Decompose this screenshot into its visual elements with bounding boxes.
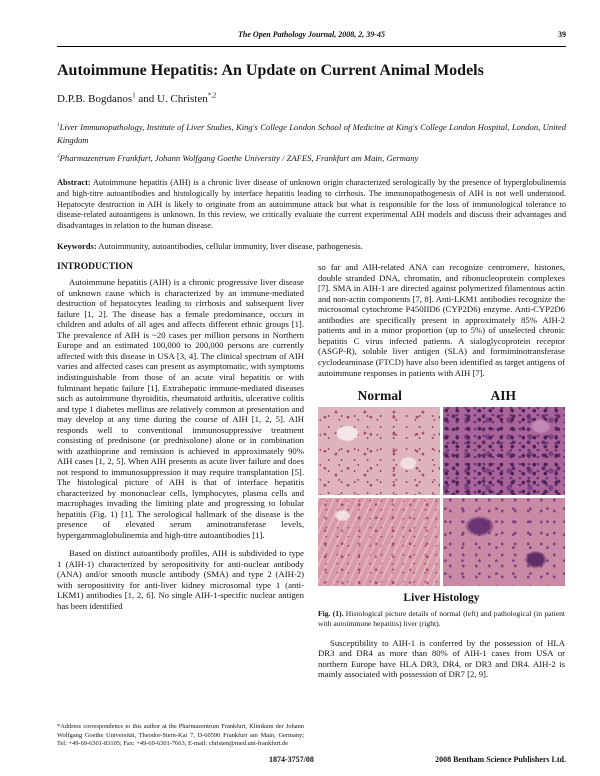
histology-image-aih-bottom	[443, 498, 565, 586]
page-number: 39	[558, 30, 566, 39]
two-column-body	[57, 262, 566, 749]
paragraph: Based on distinct autoantibody profiles, AIH is subdivided to type 1 (AIH-1) characterized by seropositivity for anti-nuclear antibody (ANA) and/or smooth muscle antibody (SMA) and type 2 (AIH-2) with seropositivity for anti-liver kidney microsomal type 1 (anti-LKM1) antibodies [1, 2, 6]. No single AIH-1-specific nuclear antigen has been identified	[57, 548, 304, 611]
page-footer	[57, 749, 566, 764]
abstract-label: Abstract:	[57, 177, 91, 187]
keywords-text: Autoimmunity, autoantibodies, cellular immunity, liver disease, pathogenesis.	[98, 241, 363, 252]
article-title: Autoimmune Hepatitis: An Update on Current Animal Models	[57, 62, 484, 79]
affiliation-1	[57, 121, 566, 147]
author-2: U. Christen	[156, 93, 208, 105]
figure-caption-text: Histological picture details of normal (left) and pathological (in patient with autoimmune hepatitis) liver (right).	[318, 609, 565, 628]
issn: 1874-3757/08	[269, 755, 314, 764]
affiliation-1-mark: 1	[57, 122, 60, 129]
right-column	[318, 262, 565, 749]
figure-header-aih: AIH	[490, 388, 516, 404]
paragraph: Susceptibility to AIH-1 is conferred by the possession of HLA DR3 and DR4 as more than 80% of AIH-1 cases from USA or northern Europe have HLA DR3, DR4, or DR3 and DR4. AIH-2 is mainly associated with possession of DR7 [2, 9].	[318, 637, 565, 680]
affiliation-1-text: Liver Immunopathology, Institute of Liver Studies, King's College London School of Medicine at King's College London Hospital, London, United Kingdom	[57, 122, 566, 145]
author-1-affiliation-mark: 1	[132, 92, 136, 100]
abstract-text: Autoimmune hepatitis (AIH) is a chronic liver disease of unknown origin characterized serologically by the presence of hyperglobulinemia and high-titre autoantibodies and histologically by interface hepatitis leading to cirrhosis. The immunopathogenesis of AIH is not well understood. Hepatocyte destruction in AIH is likely to originate from an autoimmune attack but what is responsible for the loss of immunological tolerance to disease-related autoantigens is unknown. In this review, we critically evaluate the current experimental AIH models and discuss their advantages and disadvantages in relation to the human disease.	[57, 177, 566, 231]
correspondence-footnote: *Address correspondence to this author at the Pharmazentrum Frankfurt, Klinikum der Johann Wolfgang Goethe Universität, Theodor-Stern-Kai 7, D-60590 Frankfurt am Main, Germany; Tel: +49-69-6301-83105; Fax: +49-69-6301-7663; E-mail: christen@med.uni-frankfurt.de	[57, 723, 304, 748]
authors-connector: and	[135, 93, 157, 105]
keywords-label: Keywords:	[57, 241, 97, 252]
affiliations	[57, 121, 566, 170]
histology-image-normal-bottom	[318, 498, 440, 586]
affiliation-2-text: Pharmazentrum Frankfurt, Johann Wolfgang Goethe University / ZAFES, Frankfurt am Main, Germany	[59, 152, 419, 163]
histology-image-grid	[318, 407, 565, 586]
figure-1	[318, 388, 565, 636]
figure-header-normal: Normal	[357, 388, 402, 404]
abstract	[57, 178, 566, 233]
paragraph: so far and AIH-related ANA can recognize centromere, histones, double stranded DNA, chromatin, and ribonucleoprotein complexes [7]. SMA in AIH-1 are directed against polymerized filamentous actin and non-actin components [7, 8]. Anti-LKM1 antibodies recognize the microsomal cytochrome P450IID6 (CYP2D6) enzyme. Anti-CYP2D6 antibodies are specifically present in approximately 85% AIH-2 patients and in a minor proportion (up to 5%) of unselected chronic hepatitis C virus infected patients. A sialoglycoprotein receptor (ASGP-R), soluble liver antigen (SLA) and formiminotransferase cyclodeaminase (FTCD) have also been identified as target antigens of autoimmune responses in patients with AIH [7].	[318, 262, 565, 378]
page-header	[57, 30, 566, 47]
histology-image-aih-top	[443, 407, 565, 495]
introduction-heading: INTRODUCTION	[57, 262, 134, 273]
keywords	[57, 241, 566, 251]
affiliation-2-mark: 2	[57, 152, 60, 159]
left-column	[57, 262, 304, 749]
author-1: D.P.B. Bogdanos	[57, 93, 133, 105]
authors-line	[57, 93, 566, 105]
publisher: 2008 Bentham Science Publishers Ltd.	[435, 755, 566, 764]
figure-title: Liver Histology	[403, 592, 480, 605]
journal-citation: The Open Pathology Journal, 2008, 2, 39-45	[238, 30, 385, 39]
histology-image-normal-top	[318, 407, 440, 495]
paragraph: Autoimmune hepatitis (AIH) is a chronic progressive liver disease of unknown cause which is characterized by an immune-mediated destruction of hepatocytes leading to cirrhosis and subsequent liver failure [1, 2]. The disease has a female predominance, occurs in children and adults of all ages and affects different ethnic groups [1]. The prevalence of AIH is ~20 cases per million persons in Northern Europe and an estimated 100,000 to 200,000 persons are currently affected with this disease in USA [3, 4]. The clinical spectrum of AIH varies and affected cases can present as asymptomatic, with symptoms indistinguishable from those of an acute viral hepatitis or with fulminant hepatic failure [1]. Extrahepatic immune-mediated diseases such as autoimmune thyroiditis, rheumatoid arthritis, ulcerative colitis and type 1 diabetes mellitus are relatively common at presentation and may develop at any time during the course of AIH [1, 2, 5]. AIH responds well to conventional immunosuppressive treatment consisting of prednisone (or prednisolone) alone or in combination with azathioprine and remission is achieved in approximately 90% AIH cases [1, 2, 5]. When AIH presents as acute liver failure and does not respond to immunosuppression it may require transplantation [5]. The histological picture of AIH is that of interface hepatitis characterized by mononuclear cells, lymphocytes, plasma cells and macrophages invading the limiting plate and progressing to lobular hepatitis (Fig. 1) [1]. The serological hallmark of the disease is the presence of elevated serum aminotransferase levels, hypergammaglobulinemia and high-titre autoantibodies [1].	[57, 277, 304, 540]
author-2-affiliation-mark: *,2	[207, 92, 217, 100]
figure-caption	[318, 609, 565, 629]
affiliation-2	[57, 152, 566, 165]
figure-caption-label: Fig. (1).	[318, 609, 344, 619]
figure-column-headers	[318, 388, 565, 404]
